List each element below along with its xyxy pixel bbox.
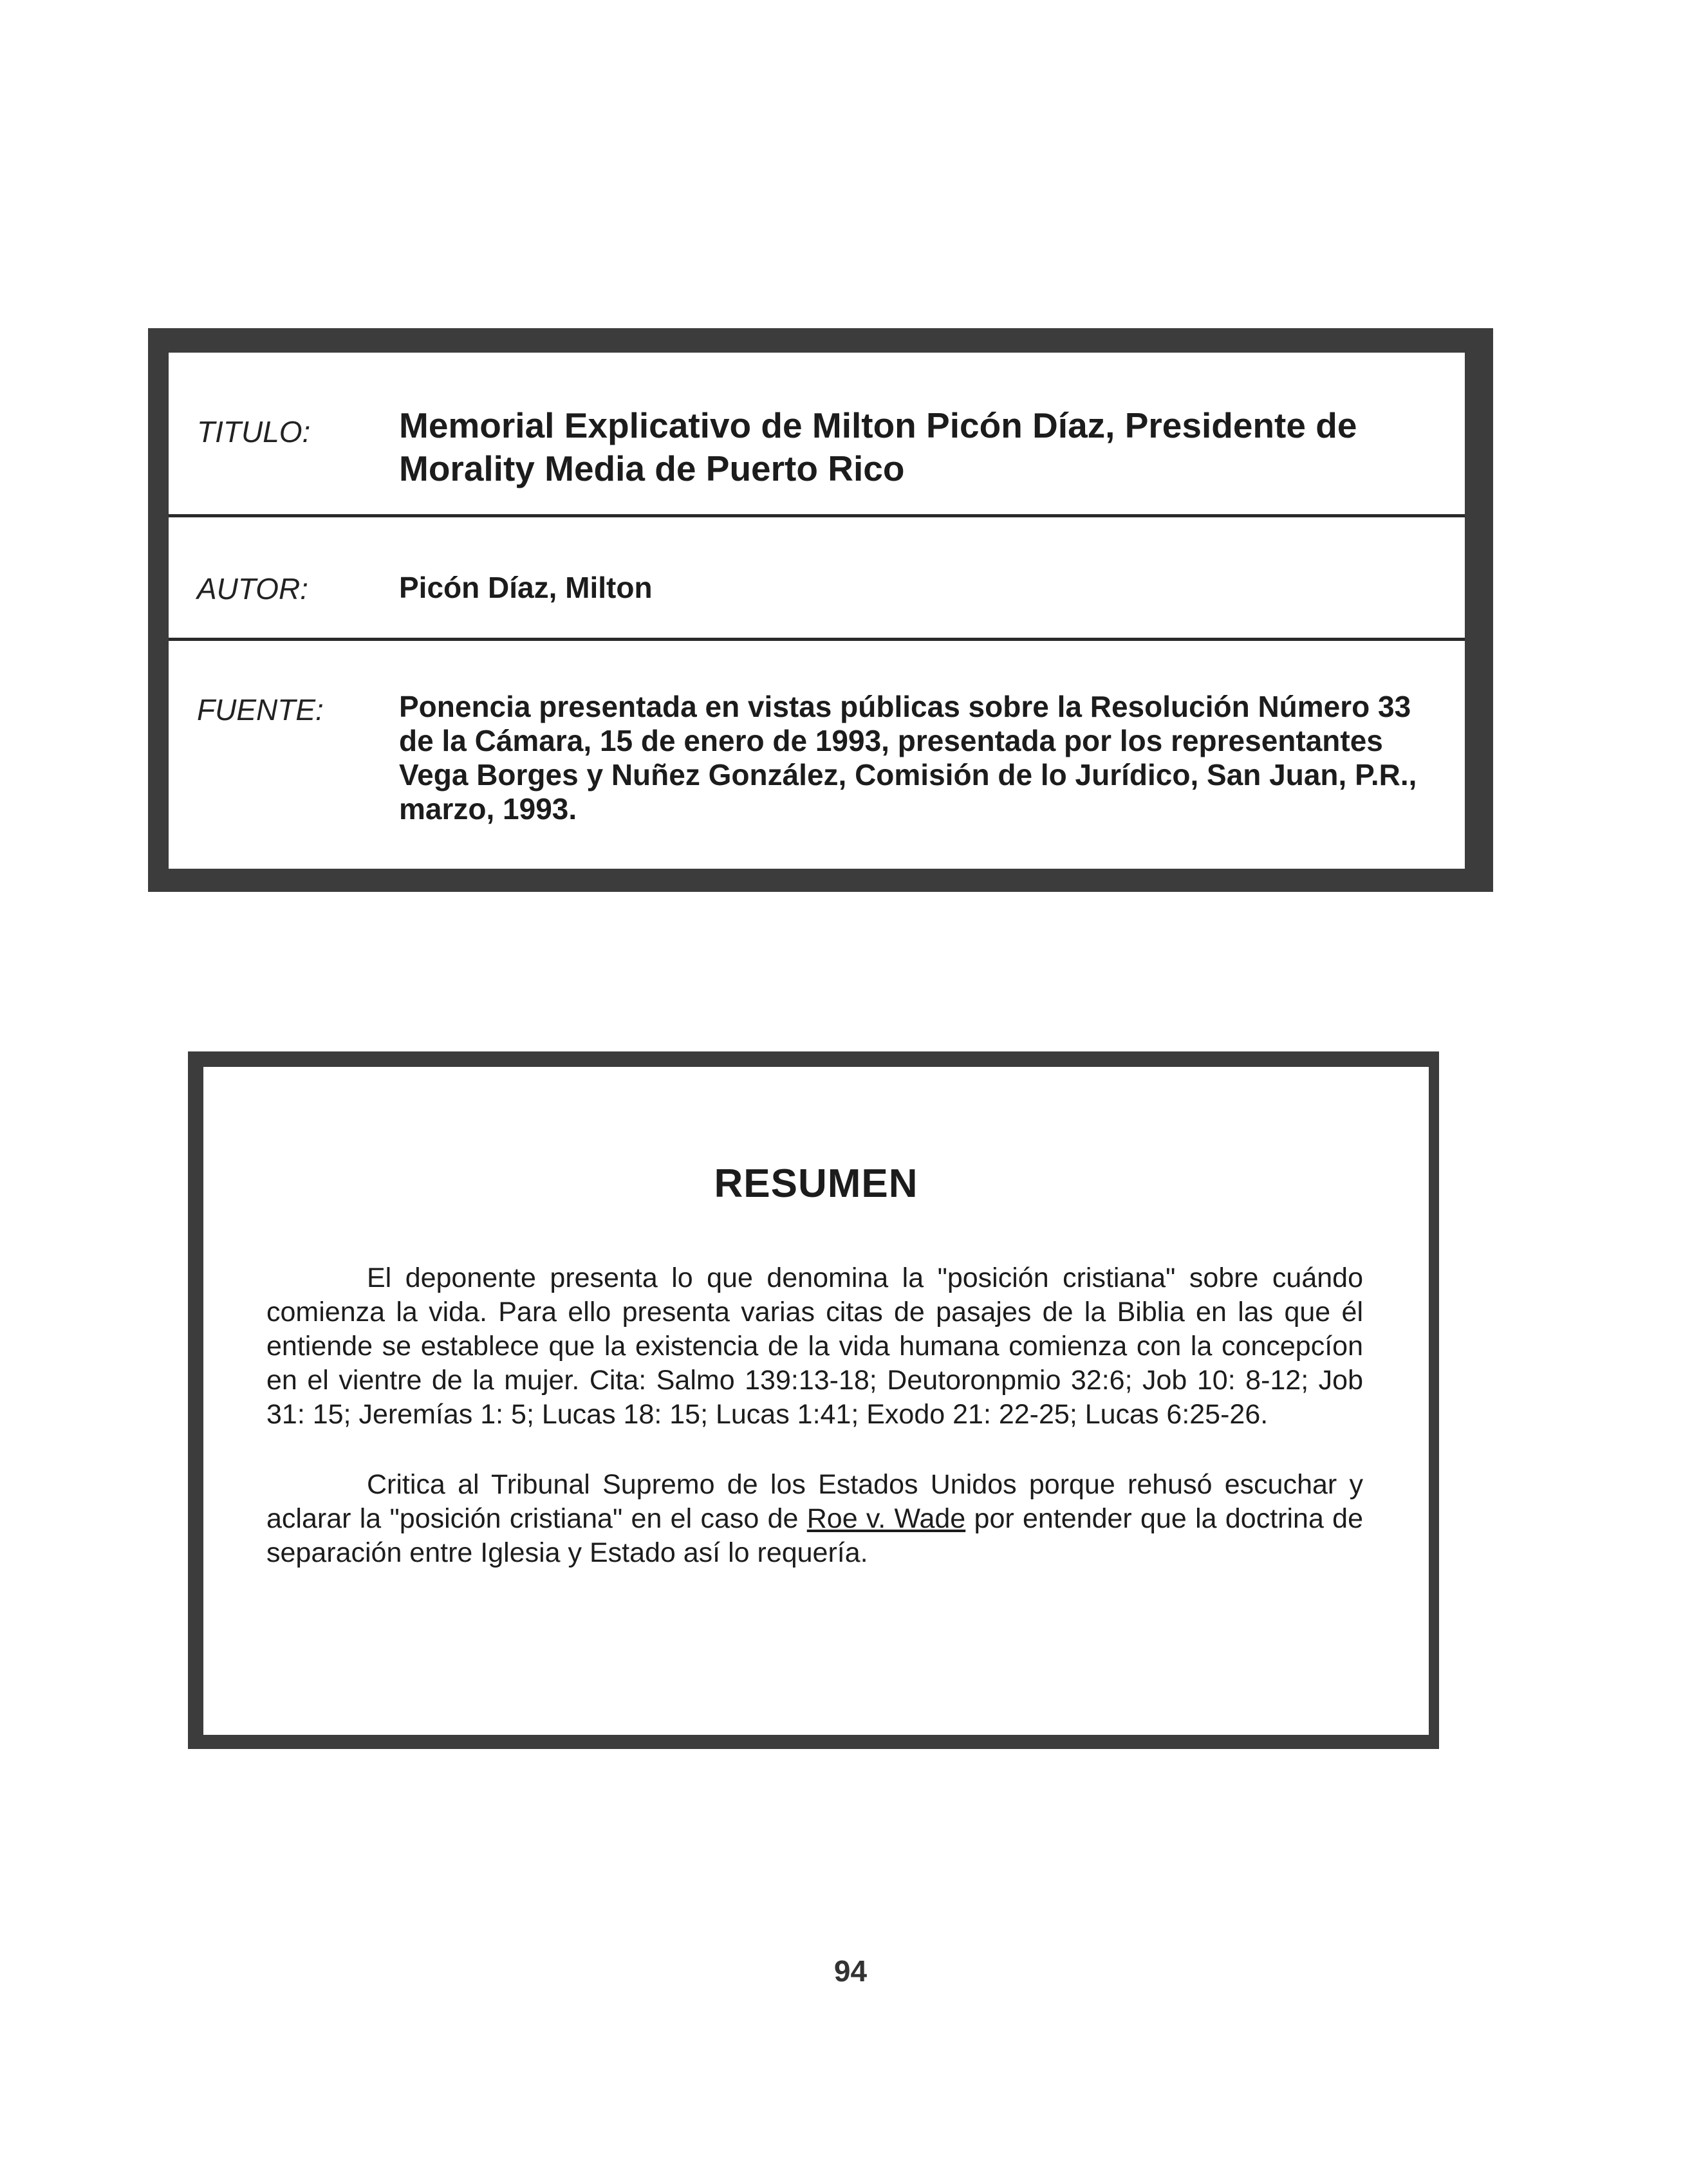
reference-record-card (148, 328, 1493, 892)
summary-body (266, 1261, 1363, 1606)
fuente-value: Ponencia presentada en vistas públicas sobre la Resolución Número 33 de la Cámara, 15 de enero de 1993, presentada por los representantes Vega Borges y Nuñez González, Comisión de lo Jurídico, San Juan, P.R., marzo, 1993. (399, 690, 1417, 826)
page-number: 94 (833, 1954, 868, 1988)
summary-card (188, 1051, 1439, 1749)
titulo-label: TITULO: (197, 415, 311, 449)
autor-row (169, 517, 1465, 641)
summary-paragraph-1: El deponente presenta lo que denomina la "posición cristiana" sobre cuándo comienza la vida. Para ello presenta varias citas de pasajes de la Biblia en las que él entiende se establece que la existencia de la vida humana comienza con la concepcíon en el vientre de la mujer. Cita: Salmo 139:13-18; Deutoronpmio 32:6; Job 10: 8-12; Job 31: 15; Jeremías 1: 5; Lucas 18: 15; Lucas 1:41; Exodo 21: 22-25; Lucas 6:25-26. (266, 1263, 1363, 1430)
reference-record-inner (169, 353, 1465, 869)
summary-paragraph-2-end: por entender que la doctrina de separación entre Iglesia y Estado así lo requería. (266, 1503, 1364, 1568)
autor-value: Picón Díaz, Milton (399, 571, 653, 604)
titulo-row (169, 353, 1465, 517)
case-name-roe-v-wade: Roe v. Wade (806, 1503, 966, 1534)
fuente-label: FUENTE: (197, 693, 324, 726)
summary-heading: RESUMEN (714, 1161, 918, 1206)
autor-label: AUTOR: (197, 572, 308, 606)
titulo-value: Memorial Explicativo de Milton Picón Díaz, Presidente de Morality Media de Puerto Rico (399, 405, 1357, 488)
fuente-row (169, 641, 1465, 869)
summary-paragraph-2-start: Critica al Tribunal Supremo de los Estados Unidos porque rehusó escuchar y aclarar la "posición cristiana" en el caso de (266, 1469, 1363, 1534)
summary-paragraph-2 (266, 1468, 1363, 1570)
summary-inner (203, 1067, 1429, 1735)
